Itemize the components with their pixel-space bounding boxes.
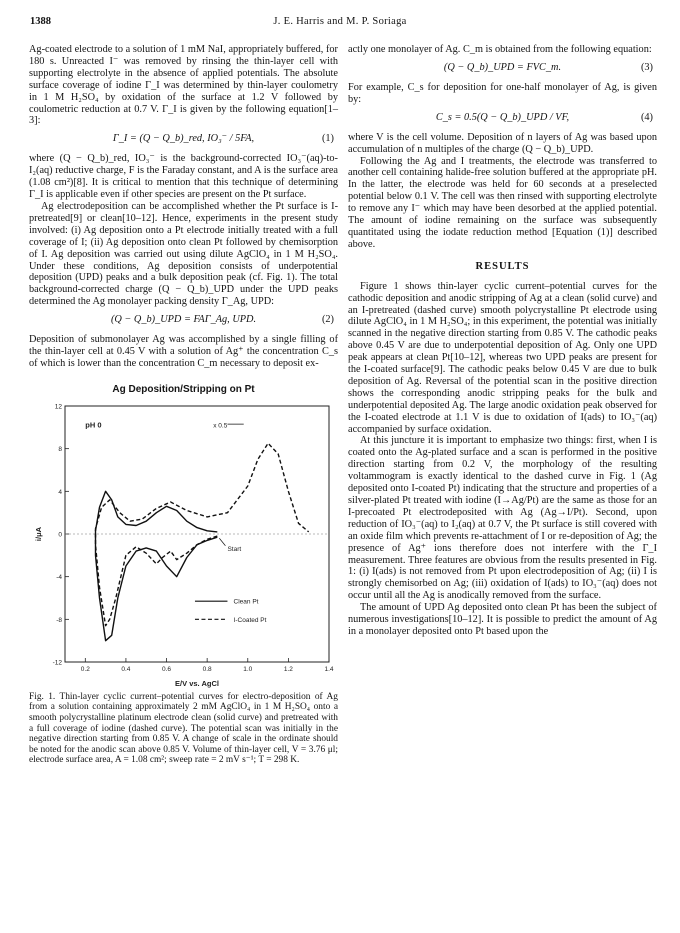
equation-2-expression: (Q − Q_b)_UPD = FAΓ_Ag, UPD.: [110, 314, 257, 326]
x-tick-label: 0.4: [121, 665, 131, 673]
figure-title: Ag Deposition/Stripping on Pt: [112, 383, 255, 395]
series-clean-pt: [96, 491, 218, 640]
equation-1-number: (1): [321, 133, 334, 145]
cv-chart: [29, 400, 338, 690]
right-paragraph-3: where V is the cell volume. Deposition of n layers of Ag was based upon accumulation of n multiples of the charge (Q − Q_b)_UPD.: [348, 131, 657, 155]
x-tick-label: 0.6: [162, 665, 172, 673]
equation-3: [348, 59, 657, 79]
equation-1: [29, 130, 338, 150]
right-column: [348, 44, 657, 638]
x-tick-label: 0.2: [80, 665, 90, 673]
equation-4-expression: C_s = 0.5(Q − Q_b)_UPD / VF,: [435, 111, 570, 123]
equation-3-expression: (Q − Q_b)_UPD = FVC_m.: [443, 61, 562, 73]
equation-4: [348, 109, 657, 129]
equation-2: [29, 311, 338, 331]
y-tick-label: 4: [58, 488, 62, 496]
y-tick-label: 12: [54, 403, 62, 411]
page-number: 1388: [30, 16, 51, 27]
x-tick-label: 1.4: [324, 665, 334, 673]
x-tick-label: 0.8: [202, 665, 212, 673]
right-paragraph-1: actly one monolayer of Ag. C_m is obtained from the following equation:: [348, 44, 652, 55]
y-tick-label: 0: [58, 531, 62, 539]
running-authors: J. E. Harris and M. P. Soriaga: [273, 16, 407, 27]
caption-label: Fig. 1.: [29, 691, 56, 702]
right-paragraph-5: Figure 1 shows thin-layer cyclic current–potential curves for the cathodic deposition and anodic stripping of Ag at a clean (solid curve) and an I-pretreated (dashed curve) smooth polycrystalline Pt electrode using dilute AgClO₄ in 1 M H₂SO₄; in this experiment, the potential was initially scanned in the negative direction starting from 0.85 V. The cathodic peaks above 0.45 V are due to underpotential deposition of Ag. Only one UPD peak appears at clean Pt[10–12], whereas two UPD peaks are present for the I-coated surface[9]. The cathodic peaks below 0.45 V are due to bulk deposition of Ag. Reversal of the potential scan in the positive direction shows the corresponding anodic stripping peaks for the bulk and underpotential deposited Ag. The large anodic oxidation peak observed for the I-coated electrode at 1.1 V is due to oxidation of I(ads) to IO₃⁻(aq) accompanied by surface oxidation.: [348, 280, 657, 435]
equation-2-number: (2): [321, 314, 334, 326]
series-i-coated-pt: [96, 443, 309, 625]
annotation-ph: pH 0: [85, 420, 102, 430]
figure-1: [29, 400, 338, 690]
left-paragraph-1: Ag-coated electrode to a solution of 1 mM NaI, appropriately buffered, for 180 s. Unreacted I⁻ was removed by rinsing the thin-layer cell with supporting electrolyte in the absence of applied potentials. The absolute surface coverage of iodine Γ_I was determined by thin-layer coulometry in 1 M H₂SO₄ by oxidation of the surface at 1.2 V followed by coulometric reduction at 0.7 V. Γ_I is given by the following equation[1–3]:: [29, 44, 338, 127]
equation-1-expression: Γ_I = (Q − Q_b)_red, IO₃⁻ / 5FA,: [112, 133, 255, 145]
annotation-scale: x 0.5: [213, 422, 228, 430]
x-tick-label: 1.0: [243, 665, 253, 673]
legend-label-icoated: I-Coated Pt: [233, 616, 267, 624]
x-tick-label: 1.2: [283, 665, 293, 673]
right-paragraph-4: Following the Ag and I treatments, the electrode was transferred to another cell containing halide-free solution buffered at the appropriate pH. In the latter, the electrode was held for 60 seconds at a preselected potential below 0.1 V. The cell was then rinsed with supporting electrolyte to remove any I⁻ which may have been desorbed at the applied potential. The amount of iodine remaining on the surface was subsequently quantitated using the iodate reduction method [Equation (1)] described above.: [348, 155, 657, 250]
y-tick-label: -8: [56, 616, 62, 624]
equation-4-number: (4): [640, 111, 653, 123]
y-tick-label: -4: [56, 573, 62, 581]
right-paragraph-2: For example, C_s for deposition for one-half monolayer of Ag, is given by:: [348, 81, 657, 105]
left-paragraph-2: where (Q − Q_b)_red, IO₃⁻ is the background-corrected IO₃⁻(aq)-to-I₂(aq) reductive charge, F is the Faraday constant, and A is the surface area (1.08 cm²)[8]. It is critical to mention that this technique of determining Γ_I is applicable even if other species are present on the Pt surface.: [29, 153, 338, 201]
y-tick-label: 8: [58, 445, 62, 453]
equation-3-number: (3): [640, 61, 653, 73]
section-heading-results: RESULTS: [475, 260, 530, 272]
right-paragraph-6: At this juncture it is important to emphasize two things: first, when I is coated onto the Ag-plated surface and a scan is performed in the positive direction starting from 0.2 V, the morphology of the resulting voltammogram is exactly identical to the dashed curve in Fig. 1 (Ag deposited onto I-coated Pt) indicating that the structure and properties of a silver-plated Pt treated with iodine (I→Ag/Pt) are the same as those for an I-precoated Pt electrodeposited with Ag (Ag→I/Pt). Second, upon reduction of IO₃⁻(aq) to I₂(aq) at 0.7 V, the Pt surface is still covered with an oxide film which prevents re-attachment of I or re-deposition of Ag; the presence of Ag⁺ ions therefore does not interfere with the Γ_I measurement. Three features are obvious from the results presented in Fig. 1: (i) I(ads) is not removed from Pt upon electrodeposition of Ag; (ii) I is strongly chemisorbed on Ag; (iii) oxidation of I(ads) to IO₃⁻(aq) does not occur until all the Ag is anodically removed from the surface.: [348, 435, 657, 602]
right-paragraph-7: The amount of UPD Ag deposited onto clean Pt has been the subject of numerous investigations[10–12]. It is possible to predict the amount of Ag in a monolayer deposited onto Pt based upon the: [348, 602, 657, 637]
left-column: [29, 44, 338, 766]
y-tick-label: -12: [52, 659, 62, 667]
legend-label-clean: Clean Pt: [233, 598, 259, 606]
annotation-start-arrow: [219, 538, 225, 545]
y-axis-label: i/μA: [34, 526, 43, 541]
left-paragraph-4: Deposition of submonolayer Ag was accomplished by a single filling of the thin-layer cell at 0.45 V with a solution of Ag⁺ the concentration C_s of which is lower than the concentration C_m necessary to deposit ex-: [29, 334, 338, 369]
annotation-start: Start: [227, 545, 242, 553]
caption-text: Thin-layer cyclic current–potential curves for electro-deposition of Ag from a solution containing approximately 2 mM AgClO₄ in 1 M H₂SO₄ onto a smooth polycrystalline platinum electrode clean (solid curve) and pretreated with a full coverage of iodine (dashed curve). The potential scan was initially in the negative direction starting from 0.85 V. A change of scale in the ordinate should be noted for the anodic scan above 0.85 V. Volume of thin-layer cell, V = 3.76 μl; electrode surface area, A = 1.08 cm²; sweep rate = 2 mV s⁻¹; T = 298 K.: [29, 691, 338, 766]
x-axis-label: E/V vs. AgCl: [175, 678, 219, 688]
page-header: [0, 16, 680, 30]
figure-caption: [29, 692, 338, 766]
left-paragraph-3: Ag electrodeposition can be accomplished whether the Pt surface is I-pretreated[9] or clean[10–12]. Hence, experiments in the present study involved: (i) Ag deposition onto a Pt electrode initially treated with a full coverage of I; (ii) Ag deposition onto clean Pt followed by chemisorption of I. Ag deposition was carried out using dilute AgClO₄ in 1 M H₂SO₄. Under these conditions, Ag deposition consists of underpotential deposition (UPD) peaks and a bulk deposition peak (cf. Fig. 1). The total background-corrected charge (Q − Q_b)_UPD under the UPD peaks determined the Ag monolayer packing density Γ_Ag, UPD:: [29, 200, 338, 308]
